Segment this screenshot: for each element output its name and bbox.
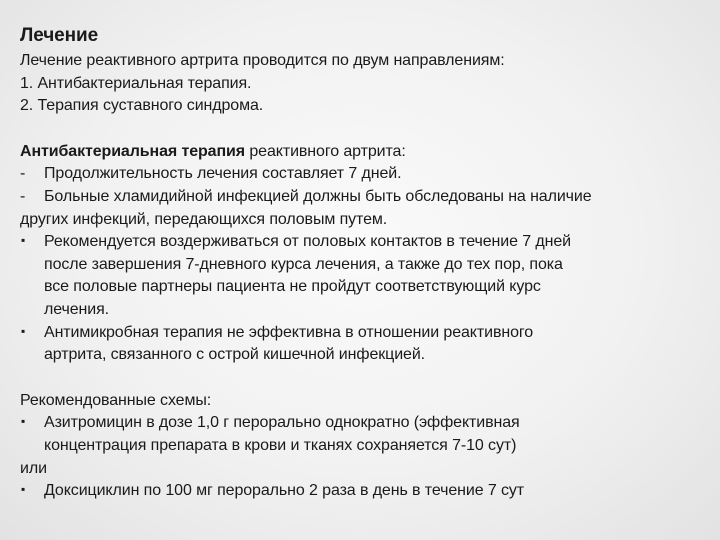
square-bullet-icon: ▪ [21,323,26,338]
bullet-line: Азитромицин в дозе 1,0 г перорально однократно (эффективная [44,414,520,432]
bullet-line: все половые партнеры пациента не пройдут соответствующий курс [44,278,541,296]
dash-item-text: Больные хламидийной инфекцией должны быть обследованы на наличие [44,187,592,205]
square-bullet-icon: ▪ [21,482,26,497]
square-bullet-icon: ▪ [21,414,26,429]
bullet-line: лечения. [44,300,110,318]
schemes-heading: Рекомендованные схемы: [20,391,212,409]
bullet-line: Доксициклин по 100 мг перорально 2 раза в день в течение 7 сут [44,482,525,500]
dash-item-text: Продолжительность лечения составляет 7 дней. [44,165,402,183]
bullet-line: артрита, связанного с острой кишечной инфекцией. [44,346,426,364]
bullet-line: концентрация препарата в крови и тканях сохраняется 7-10 сут) [44,436,517,454]
bullet-item-abstinence [20,231,700,321]
dash-item-duration [20,163,700,186]
scheme-option-azithromycin [20,412,700,457]
slide-title: Лечение [20,25,99,46]
scheme-option-doxycycline [20,480,700,503]
square-bullet-icon: ▪ [21,233,26,248]
antibacterial-heading-rest: реактивного артрита: [245,142,406,160]
dash-item-screening [20,186,700,209]
intro-item-1: 1. Антибактериальная терапия. [20,74,252,92]
antibacterial-heading [20,141,700,164]
slide-content [20,24,700,503]
antibacterial-heading-bold: Антибактериальная терапия [20,142,246,160]
intro-line: Лечение реактивного артрита проводится по двум направлениям: [20,52,505,69]
spacer [20,118,700,141]
dash-mark: - [20,187,26,205]
dash-mark: - [20,165,26,183]
bullet-line: Антимикробная терапия не эффективна в отношении реактивного [44,323,534,341]
spacer [20,367,700,390]
bullet-line: Рекомендуется воздерживаться от половых контактов в течение 7 дней [44,233,571,251]
bullet-line: после завершения 7-дневного курса лечения, а также до тех пор, пока [44,255,563,273]
bullet-item-antimicrobial [20,322,700,367]
or-label: или [20,459,47,477]
intro-item-2: 2. Терапия суставного синдрома. [20,97,264,115]
dash-item-continuation: других инфекций, передающихся половым путем. [20,210,388,228]
